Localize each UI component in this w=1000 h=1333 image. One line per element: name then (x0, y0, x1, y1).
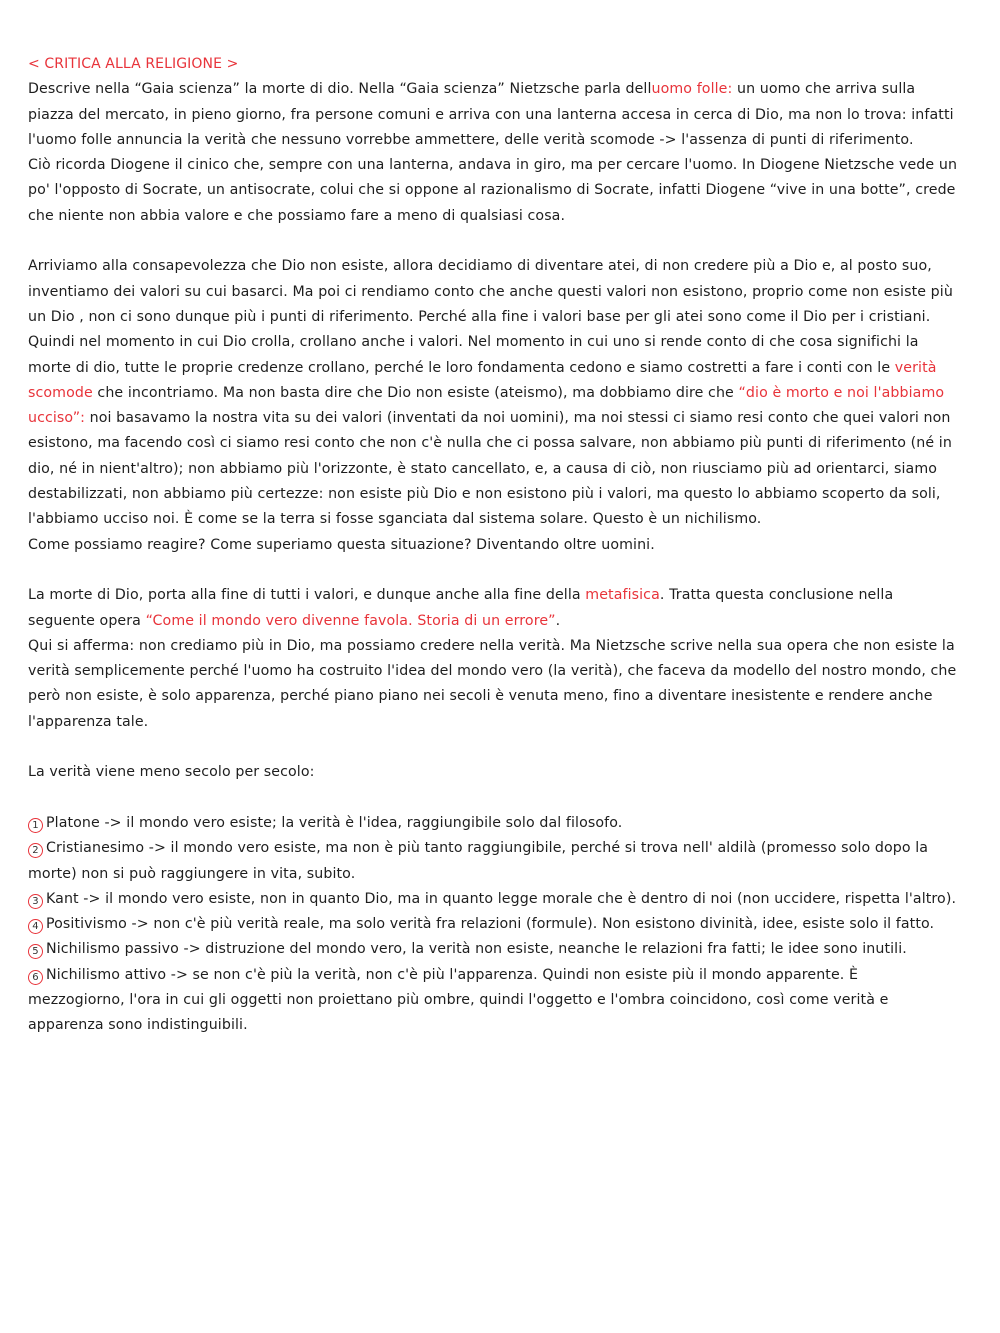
paragraph-gap (28, 558, 958, 583)
circled-number-icon: 2 (28, 843, 43, 858)
list-item-text: Cristianesimo -> il mondo vero esiste, ma non è più tanto raggiungibile, perché si trova nell' aldilà (promesso solo dopo la morte) non si può raggiungere in vita, subito. (28, 840, 929, 882)
list-item-text: Nichilismo attivo -> se non c'è più la verità, non c'è più l'apparenza. Quindi non esiste più il mondo apparente. È mezzogiorno, l'ora in cui gli oggetti non proiettano più ombre, quindi l'oggetto e l'ombra coincidono, così come verità e apparenza sono indistinguibili. (28, 966, 889, 1034)
notes-page (28, 52, 958, 1039)
paragraph-gap (28, 229, 958, 254)
paragraph-diogene: Ciò ricorda Diogene il cinico che, sempre con una lanterna, andava in giro, ma per cercare l'uomo. In Diogene Nietzsche vede un po' l'opposto di Socrate, un antisocrate, colui che si oppone al razionalismo di Socrate, infatti Diogene “vive in una botte”, crede che niente non abbia valore e che possiamo fare a meno di qualsiasi cosa. (28, 157, 958, 224)
list-item (28, 887, 958, 912)
paragraph-gaia-scienza (28, 77, 958, 153)
highlight-opera-title: “Come il mondo vero divenne favola. Storia di un errore” (145, 612, 556, 629)
paragraph-text: . (555, 612, 561, 629)
highlight-metafisica: metafisica (585, 587, 660, 604)
paragraph-text: che incontriamo. Ma non basta dire che Dio non esiste (ateismo), ma dobbiamo dire che (92, 384, 739, 401)
paragraph-text: La morte di Dio, porta alla fine di tutti i valori, e dunque anche alla fine della (28, 587, 586, 604)
stages-list (28, 811, 958, 1039)
paragraph-text: un uomo che arriva sulla piazza del mercato, in pieno giorno, fra persone comuni e arriva con una lanterna accesa in cerca di Dio, ma non lo trova: infatti l'uomo folle annuncia la verità che nessuno vorrebbe ammettere, delle verità scomode -> l'assenza di punti di riferimento. (28, 81, 954, 148)
paragraph-text: . Tratta questa conclusione nella seguente opera (28, 587, 894, 629)
paragraph-text: noi basavamo la nostra vita su dei valori (inventati da noi uomini), ma noi stessi ci siamo resi conto che quei valori non esistono, ma facendo così ci siamo resi conto che non c'è nulla che ci possa salvare, non abbiamo più punti di riferimento (né in dio, né in nient'altro); non abbiamo più l'orizzonte, è stato cancellato, e, a causa di ciò, non riusciamo più ad orientarci, siamo destabilizzati, non abbiamo più certezze: non esiste più Dio e non esistono più i valori, ma questo lo abbiamo scoperto da soli, l'abbiamo ucciso noi. È come se la terra si fosse sganciata dal sistema solare. Questo è un nichilismo. (28, 410, 952, 528)
paragraph-reagire: Come possiamo reagire? Come superiamo questa situazione? Diventando oltre uomini. (28, 536, 655, 553)
list-item-text: Kant -> il mondo vero esiste, non in quanto Dio, ma in quanto legge morale che è dentro di noi (non uccidere, rispetta l'altro). (46, 890, 957, 907)
paragraph-text: Descrive nella “Gaia scienza” la morte di dio. Nella “Gaia scienza” Nietzsche parla dell (28, 81, 652, 98)
highlight-dio-e-morto: “dio è morto e noi l'abbiamo ucciso”: (28, 384, 945, 427)
paragraph-consapevolezza (28, 254, 958, 532)
list-item-text: Positivismo -> non c'è più verità reale, ma solo verità fra relazioni (formule). Non esistono divinità, idee, esiste solo il fatto. (46, 916, 935, 933)
paragraph-text: Arriviamo alla consapevolezza che Dio non esiste, allora decidiamo di diventare atei, di non credere più a Dio e, al posto suo, inventiamo dei valori su cui basarci. Ma poi ci rendiamo conto che anche questi valori non esistono, proprio come non esiste più un Dio , non ci sono dunque più i punti di riferimento. Perché alla fine i valori base per gli atei sono come il Dio per i cristiani. Quindi nel momento in cui Dio crolla, crollano anche i valori. Nel momento in cui uno si rende conto di che cosa significhi la morte di dio, tutte le proprie credenze crollano, perché le loro fondamenta cedono e siamo costretti a fare i conti con le (28, 258, 953, 376)
circled-number-icon: 5 (28, 944, 43, 959)
list-item (28, 912, 958, 937)
highlight-verita-scomode: verità scomode (28, 359, 937, 401)
list-item-text: Nichilismo passivo -> distruzione del mondo vero, la verità non esiste, neanche le relazioni fra fatti; le idee sono inutili. (46, 941, 907, 958)
circled-number-icon: 1 (28, 818, 43, 833)
list-item (28, 963, 958, 1039)
circled-number-icon: 3 (28, 894, 43, 909)
list-item (28, 937, 958, 962)
list-item (28, 811, 958, 836)
paragraph-gap (28, 735, 958, 760)
paragraph-secolo: La verità viene meno secolo per secolo: (28, 764, 315, 781)
paragraph-metafisica (28, 583, 958, 634)
list-item-text: Platone -> il mondo vero esiste; la verità è l'idea, raggiungibile solo dal filosofo. (46, 814, 623, 831)
circled-number-icon: 6 (28, 970, 43, 985)
paragraph-verita: Qui si afferma: non crediamo più in Dio, ma possiamo credere nella verità. Ma Nietzsche scrive nella sua opera che non esiste la verità semplicemente perché l'uomo ha costruito l'idea del mondo vero (la verità), che faceva da modello del nostro mondo, che però non esiste, è solo apparenza, perché piano piano nei secoli è venuta meno, fino a diventare inesistente e rendere anche l'apparenza tale. (28, 637, 957, 730)
section-title: < CRITICA ALLA RELIGIONE > (28, 56, 239, 72)
circled-number-icon: 4 (28, 919, 43, 934)
list-item (28, 836, 958, 887)
highlight-uomo-folle: uomo folle: (651, 81, 733, 98)
paragraph-gap (28, 786, 958, 811)
